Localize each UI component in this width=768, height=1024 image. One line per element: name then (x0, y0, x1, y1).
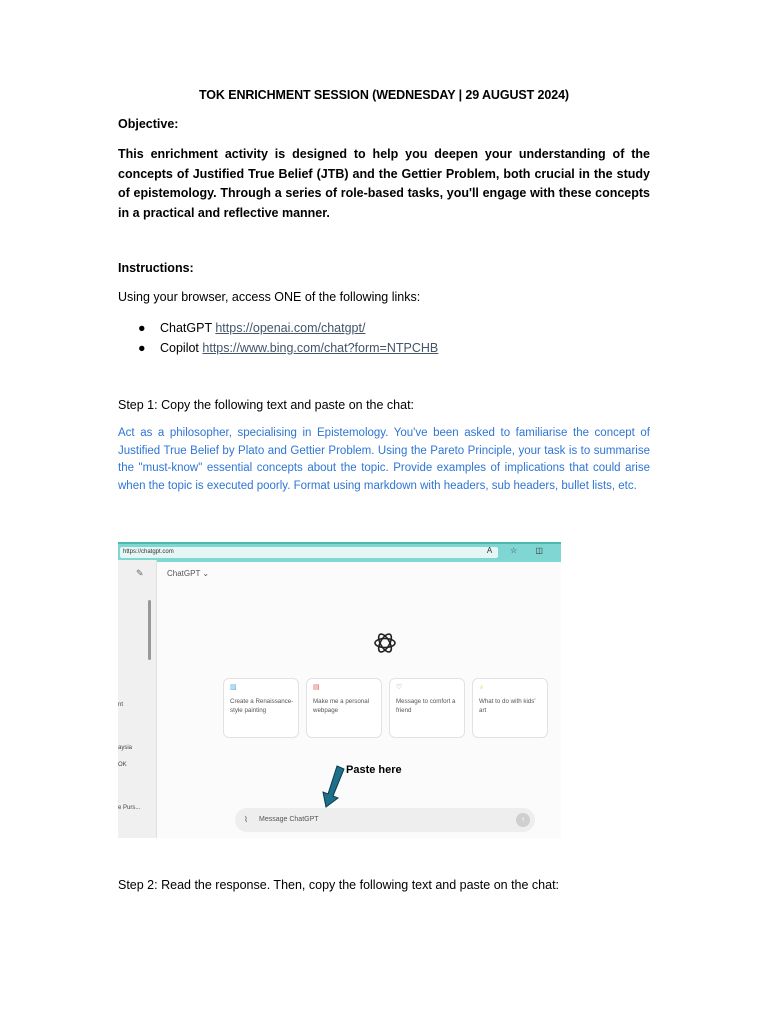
card-label: Message to comfort a friend (396, 698, 456, 714)
address-url: https://chatgpt.com (120, 547, 498, 558)
lightbulb-icon: ♁ (479, 684, 485, 691)
paperclip-icon: ⌇ (244, 815, 248, 824)
instructions-intro: Using your browser, access ONE of the following links: (118, 290, 421, 304)
browser-address-bar (118, 542, 561, 562)
suggestion-card[interactable] (472, 678, 548, 738)
step1-text: Step 1: Copy the following text and paste on the chat: (118, 398, 415, 412)
page-title: TOK ENRICHMENT SESSION (WEDNESDAY | 29 AUGUST 2024) (198, 88, 569, 102)
sidebar-fragment: aysia (118, 745, 133, 751)
sidebar-scrollbar (148, 600, 151, 660)
chatgpt-link[interactable]: https://openai.com/chatgpt/ (215, 321, 366, 335)
list-item (138, 338, 439, 358)
sidebar-fragment: nt (118, 702, 124, 708)
objective-text: This enrichment activity is designed to help you deepen your understanding of the concepts of Justified True Belief (JTB) and the Gettier Problem, both crucial in the study of epistemology. Through a series of role-based tasks, you'll engage with these concepts in a practical and reflective manner. (118, 147, 650, 220)
list-item (138, 318, 438, 338)
arrow-down-icon (318, 764, 346, 808)
image-icon: ▨ (230, 684, 237, 691)
browser-toolbar-icons: A ☆ ◫ (486, 546, 551, 555)
heart-icon: ♡ (396, 684, 403, 691)
prompt-text: Act as a philosopher, specialising in Epistemology. You've been asked to familiarise the concept of Justified True Belief by Plato and Gettier Problem. Using the Pareto Principle, your task is to summarise the "must-know" essential concepts about the topic. Provide examples of implications that could arise when the topic is executed poorly. Format using markdown with headers, sub headers, bullet lists, etc. (118, 427, 650, 492)
edit-icon: ✎ (136, 568, 144, 578)
links-list (118, 318, 438, 358)
app-name: ChatGPT ⌄ (167, 569, 210, 578)
objective-heading: Objective: (118, 117, 179, 131)
sidebar-fragment: e Purs... (118, 805, 141, 811)
sidebar (118, 560, 157, 838)
link-name-chatgpt: ChatGPT (160, 321, 212, 335)
suggestion-card[interactable] (223, 678, 299, 738)
bullet-icon: ● (138, 341, 146, 355)
message-placeholder: Message ChatGPT (259, 816, 319, 823)
webpage-icon: ▤ (313, 684, 320, 691)
suggestion-card[interactable] (306, 678, 382, 738)
paste-here-label: Paste here (346, 764, 402, 776)
send-icon[interactable]: ↑ (516, 813, 530, 827)
sidebar-fragment: OK (118, 762, 127, 768)
instructions-heading: Instructions: (118, 261, 194, 275)
chatgpt-screenshot-figure (118, 542, 561, 838)
step2-text: Step 2: Read the response. Then, copy the following text and paste on the chat: (118, 878, 560, 892)
copilot-link[interactable]: https://www.bing.com/chat?form=NTPCHB (202, 341, 439, 355)
link-name-copilot: Copilot (160, 341, 199, 355)
card-label: Create a Renaissance-style painting (230, 698, 294, 714)
suggestion-card[interactable] (389, 678, 465, 738)
openai-logo-icon (372, 630, 398, 656)
card-label: What to do with kids' art (479, 698, 536, 714)
bullet-icon: ● (138, 321, 146, 335)
card-label: Make me a personal webpage (313, 698, 370, 714)
message-input[interactable] (235, 808, 535, 832)
